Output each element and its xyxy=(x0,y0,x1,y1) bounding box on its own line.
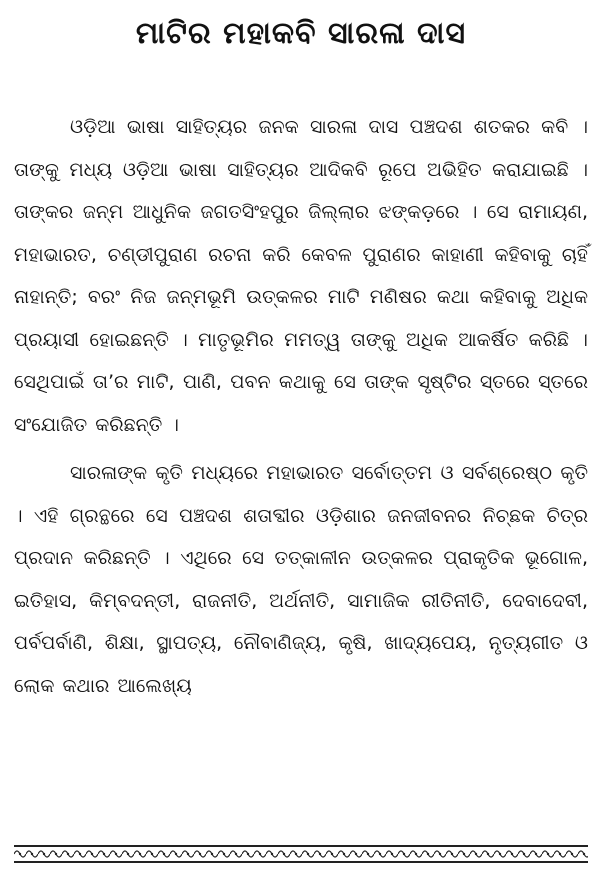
paragraph-2: ସାରଳାଙ୍କ କୃତି ମଧ୍ୟରେ ମହାଭାରତ ସର୍ବୋତ୍ତମ ଓ ସର୍ବଶ୍ରେଷ୍ଠ କୃତି । ଏହି ଗ୍ରନ୍ଥରେ ସେ ପଞ୍ଚଦଶ ଶତାବ୍ଦୀର ଓଡ଼ିଶାର ଜନଜୀବନର ନିଚ୍ଛକ ଚିତ୍ର ପ୍ରଦାନ କରିଛନ୍ତି । ଏଥିରେ ସେ ତତ୍କାଳୀନ ଉତ୍କଳର ପ୍ରାକୃତିକ ଭୂଗୋଳ, ଇତିହାସ, କିମ୍ବଦନ୍ତୀ, ରାଜନୀତି, ଅର୍ଥନୀତି, ସାମାଜିକ ରୀତିନୀତି, ଦେବାଦେବୀ, ପର୍ବପର୍ବାଣି, ଶିକ୍ଷା, ସ୍ଥାପତ୍ୟ, ନୌବାଣିଜ୍ୟ, କୃଷି, ଖାଦ୍ୟପେୟ, ନୃତ୍ୟଗୀତ ଓ ଲୋକ କଥାର ଆଲେଖ୍ୟ xyxy=(14,462,588,697)
page-title: ମାଟିର ମହାକବି ସାରଳା ଦାସ xyxy=(135,16,467,51)
page-body xyxy=(14,106,588,707)
decorative-border xyxy=(14,843,588,865)
ornament-border-icon xyxy=(14,843,588,865)
paragraph-1: ଓଡ଼ିଆ ଭାଷା ସାହିତ୍ୟର ଜନକ ସାରଳା ଦାସ ପଞ୍ଚଦଶ ଶତକର କବି । ତାଙ୍କୁ ମଧ୍ୟ ଓଡ଼ିଆ ଭାଷା ସାହିତ୍ୟର ଆଦିକବି ରୂପେ ଅଭିହିତ କରାଯାଇଛି । ତାଙ୍କର ଜନ୍ମ ଆଧୁନିକ ଜଗତସିଂହପୁର ଜିଲ୍ଲାର ଝଙ୍କଡ଼ରେ । ସେ ରାମାୟଣ, ମହାଭାରତ, ଚଣ୍ଡୀପୁରାଣ ରଚନା କରି କେବଳ ପୁରାଣର କାହାଣୀ କହିବାକୁ ଚାହିଁ ନାହାନ୍ତି; ବରଂ ନିଜ ଜନ୍ମଭୂମି ଉତ୍କଳର ମାଟି ମଣିଷର କଥା କହିବାକୁ ଅଧିକ ପ୍ରୟାସୀ ହୋଇଛନ୍ତି । ମାତୃଭୂମିର ମମତ୍ୱ ତାଙ୍କୁ ଅଧିକ ଆକର୍ଷିତ କରିଛି । ସେଥିପାଇଁ ତା’ର ମାଟି, ପାଣି, ପବନ କଥାକୁ ସେ ତାଙ୍କ ସୃଷ୍ଟିର ସ୍ତରେ ସ୍ତରେ ସଂଯୋଜିତ କରିଛନ୍ତି । xyxy=(14,116,588,436)
